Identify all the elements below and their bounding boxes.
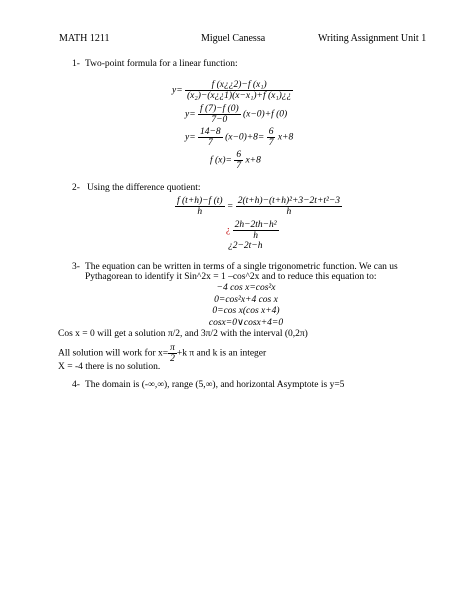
item-3-after-2: [58, 343, 266, 364]
eq-left: y=: [185, 109, 196, 120]
fraction-numerator: 2(t+h)−(t+h)²+3−2t+t²−3: [237, 196, 341, 206]
eq-right: (x−0)+8=: [225, 132, 265, 143]
item-3-eq-3: 0=cos x(cos x+4): [212, 306, 280, 316]
item-1-eq-1: [172, 80, 293, 101]
pi-over-2-fraction: [168, 343, 177, 364]
eq-prefix: ¿: [226, 225, 231, 236]
after-2-start: All solution will work for x=: [58, 348, 169, 359]
fraction-denominator: (x₂)−(x¿¿1)(x−x₁)+f (x₁)¿¿: [187, 91, 292, 101]
eq-fraction: [198, 104, 241, 125]
item-1-eq-4: [210, 150, 261, 171]
fraction-denominator: 7: [268, 138, 274, 148]
item-1-text: Two-point formula for a linear function:: [85, 59, 238, 69]
item-3-eq-1: −4 cos x=cos²x: [216, 283, 276, 293]
eq-fraction: [198, 127, 223, 148]
item-2-number: 2-: [72, 183, 80, 193]
eq-right: (x−0)+f (0): [242, 109, 288, 120]
fraction-numerator: f (x¿¿2)−f (x₁): [211, 80, 267, 90]
header-course: MATH 1211: [59, 33, 110, 44]
item-2-eq-3: ¿2−2t−h: [228, 241, 263, 251]
header-assignment: Writing Assignment Unit 1: [318, 33, 427, 44]
fraction-denominator: h: [233, 230, 279, 241]
fraction-denominator: 7: [198, 137, 223, 148]
eq-fraction-2: [267, 127, 276, 148]
eq-fraction: [234, 150, 243, 171]
item-4-text: The domain is (-∞,∞), range (5,∞), and horizontal Asymptote is y=5: [85, 380, 345, 390]
eq-left: y=: [185, 132, 196, 143]
eq-fraction-2: [236, 196, 342, 217]
item-3-number: 3-: [72, 262, 80, 272]
eq-left: f (x)=: [210, 155, 232, 166]
eq-equals: =: [226, 201, 234, 212]
fraction-numerator: f (t+h)−f (t): [177, 196, 223, 206]
item-1-number: 1-: [72, 59, 80, 69]
fraction-numerator: f (7)−f (0): [200, 104, 239, 114]
item-3-eq-2: 0=cos²x+4 cos x: [214, 295, 278, 305]
item-3-text-line-2: Pythagorean to identify it Sin^2x = 1 –cos^2x and to reduce this equation to:: [85, 272, 377, 282]
item-2-eq-1: [175, 196, 342, 217]
header-author: Miguel Canessa: [201, 33, 266, 44]
fraction-denominator: h: [175, 206, 225, 217]
fraction-numerator: 6: [236, 150, 242, 160]
fraction-denominator: 7−0: [198, 114, 241, 125]
eq-left: y=: [172, 85, 183, 96]
after-2-end: +k π and k is an integer: [176, 348, 267, 359]
item-3-eq-4: cosx=0∨cosx+4=0: [208, 318, 284, 328]
fraction-numerator: 14−8: [200, 127, 221, 137]
fraction-denominator: 7: [236, 161, 242, 171]
item-4-number: 4-: [72, 380, 80, 390]
eq-right-2: x+8: [277, 132, 294, 143]
fraction-denominator: 2: [168, 353, 177, 364]
item-2-text: Using the difference quotient:: [87, 183, 201, 193]
fraction-numerator: π: [170, 343, 175, 353]
item-3-after-3: X = -4 there is no solution.: [58, 362, 161, 372]
eq-right: x+8: [245, 155, 261, 166]
item-1-eq-2: [185, 104, 287, 125]
fraction-numerator: 2h−2th−h²: [234, 220, 277, 230]
eq-fraction: [233, 220, 279, 241]
eq-fraction: [185, 80, 293, 101]
fraction-denominator: h: [236, 206, 342, 217]
item-1-eq-3: [185, 127, 293, 148]
item-3-after-1: Cos x = 0 will get a solution π/2, and 3π/2 with the interval (0,2π): [58, 329, 308, 339]
item-3-text-line-1: The equation can be written in terms of a single trigonometric function. We can us: [85, 262, 398, 272]
eq-fraction: [175, 196, 225, 217]
item-2-eq-2: [226, 220, 279, 241]
fraction-numerator: 6: [268, 127, 274, 137]
